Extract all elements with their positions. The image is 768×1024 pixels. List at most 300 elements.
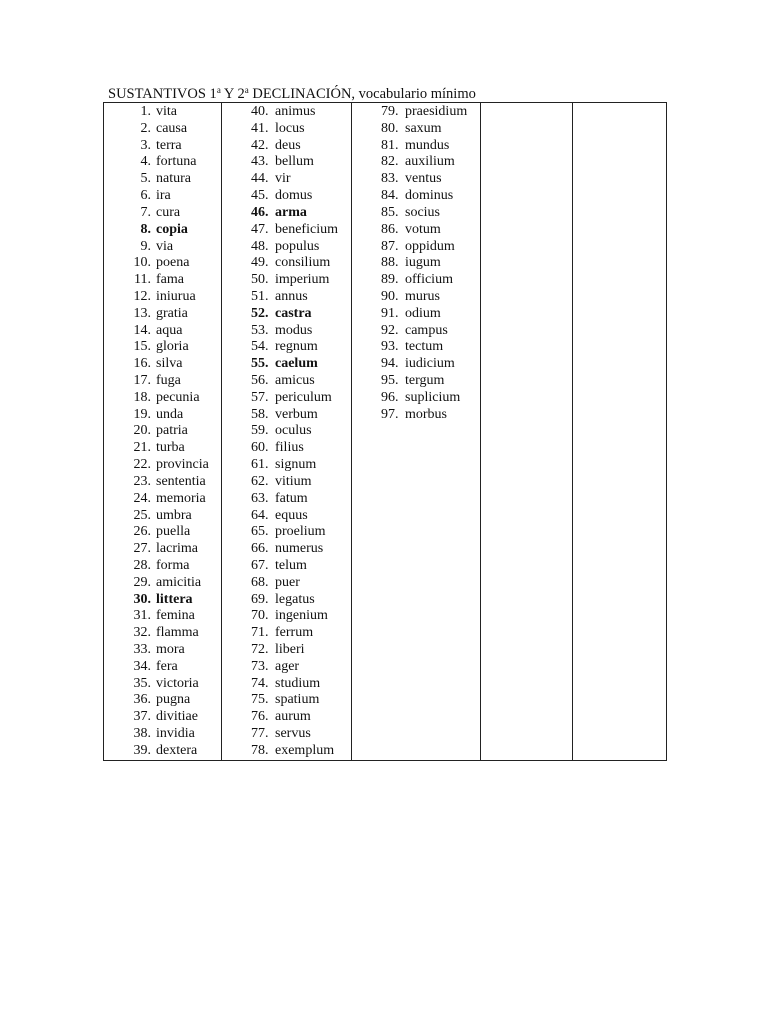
- list-item: [104, 222, 221, 239]
- item-word: socius: [405, 204, 440, 220]
- list-item: [222, 154, 351, 171]
- item-number: 33.: [133, 642, 151, 657]
- item-word: verbum: [275, 406, 318, 422]
- item-number: 35.: [133, 675, 151, 691]
- page-title: [108, 85, 476, 103]
- item-word: divitiae: [156, 709, 198, 725]
- item-word: vita: [156, 104, 177, 119]
- list-item: [222, 356, 351, 373]
- item-number: 28.: [133, 557, 151, 573]
- item-number: 52.: [251, 305, 269, 321]
- item-number: 90.: [381, 288, 399, 304]
- list-item: [104, 541, 221, 558]
- item-number: 34.: [133, 658, 151, 674]
- list-item: [222, 222, 351, 239]
- item-number: 5.: [140, 171, 151, 187]
- item-word: ferrum: [275, 625, 314, 641]
- item-number: 80.: [381, 120, 399, 136]
- item-word: filius: [275, 440, 304, 456]
- list-item: [104, 323, 221, 340]
- list-item: [104, 575, 221, 592]
- item-number: 88.: [381, 255, 399, 271]
- item-number: 64.: [251, 507, 269, 523]
- list-item: [222, 491, 351, 508]
- list-item: [222, 239, 351, 256]
- item-word: studium: [275, 675, 321, 691]
- item-number: 84.: [381, 188, 399, 204]
- item-word: natura: [156, 171, 191, 187]
- item-word: femina: [156, 608, 195, 624]
- item-word: liberi: [275, 642, 305, 657]
- list-item: [222, 306, 351, 323]
- list-item: [352, 205, 480, 222]
- word-list-column-3: [352, 103, 480, 423]
- word-list-column-2: [222, 103, 351, 760]
- item-number: 55.: [251, 356, 269, 372]
- item-number: 58.: [251, 406, 269, 422]
- item-word: oculus: [275, 423, 312, 439]
- item-number: 79.: [381, 104, 399, 119]
- list-item: [104, 440, 221, 457]
- item-word: telum: [275, 557, 307, 573]
- list-item: [352, 390, 480, 407]
- list-item: [222, 743, 351, 760]
- list-item: [222, 524, 351, 541]
- item-word: unda: [156, 406, 184, 422]
- list-item: [104, 676, 221, 693]
- item-word: spatium: [275, 692, 320, 708]
- item-number: 20.: [133, 423, 151, 439]
- item-word: equus: [275, 507, 308, 523]
- item-word: ager: [275, 658, 300, 674]
- item-word: exemplum: [275, 742, 335, 758]
- item-number: 60.: [251, 440, 269, 456]
- list-item: [104, 239, 221, 256]
- list-item: [222, 659, 351, 676]
- item-word: vitium: [275, 473, 312, 489]
- list-item: [352, 407, 480, 424]
- item-number: 38.: [133, 726, 151, 742]
- item-word: cura: [156, 204, 181, 220]
- list-item: [104, 709, 221, 726]
- list-item: [222, 323, 351, 340]
- list-item: [222, 423, 351, 440]
- item-word: dextera: [156, 742, 198, 758]
- list-item: [104, 121, 221, 138]
- item-number: 75.: [251, 692, 269, 708]
- list-item: [352, 222, 480, 239]
- list-item: [222, 138, 351, 155]
- list-item: [104, 339, 221, 356]
- list-item: [104, 138, 221, 155]
- item-number: 12.: [133, 288, 151, 304]
- item-number: 17.: [133, 373, 151, 388]
- item-word: patria: [156, 423, 188, 439]
- item-word: memoria: [156, 490, 206, 506]
- list-item: [352, 373, 480, 390]
- empty-column-4-cell: [481, 103, 573, 761]
- list-item: [104, 659, 221, 676]
- item-number: 22.: [133, 457, 151, 473]
- list-item: [222, 289, 351, 306]
- item-word: deus: [275, 137, 301, 153]
- list-item: [104, 491, 221, 508]
- item-number: 70.: [251, 608, 269, 624]
- item-word: caelum: [275, 356, 318, 372]
- item-word: fama: [156, 272, 184, 288]
- column-2-cell: [222, 103, 352, 761]
- item-number: 50.: [251, 272, 269, 288]
- list-item: [104, 726, 221, 743]
- table-row: [104, 103, 667, 761]
- item-word: invidia: [156, 726, 195, 742]
- item-number: 94.: [381, 356, 399, 372]
- item-number: 59.: [251, 423, 269, 439]
- list-item: [104, 205, 221, 222]
- list-item: [222, 205, 351, 222]
- list-item: [222, 407, 351, 424]
- item-number: 63.: [251, 490, 269, 506]
- list-item: [104, 390, 221, 407]
- item-word: iudicium: [405, 356, 455, 372]
- list-item: [352, 188, 480, 205]
- item-word: saxum: [405, 120, 442, 136]
- list-item: [222, 575, 351, 592]
- item-number: 31.: [133, 608, 151, 624]
- list-item: [352, 272, 480, 289]
- item-word: castra: [275, 305, 312, 321]
- list-item: [104, 306, 221, 323]
- item-word: annus: [275, 288, 308, 304]
- item-word: campus: [405, 322, 448, 338]
- item-word: umbra: [156, 507, 192, 523]
- item-number: 91.: [381, 305, 399, 321]
- item-word: via: [156, 238, 174, 254]
- item-number: 69.: [251, 591, 269, 607]
- item-word: aurum: [275, 709, 311, 725]
- list-item: [104, 524, 221, 541]
- item-word: iugum: [405, 255, 441, 271]
- item-word: victoria: [156, 675, 199, 691]
- list-item: [104, 171, 221, 188]
- item-number: 16.: [133, 356, 151, 372]
- list-item: [104, 407, 221, 424]
- item-number: 71.: [251, 625, 269, 641]
- item-number: 48.: [251, 238, 269, 254]
- item-number: 42.: [251, 137, 269, 153]
- item-word: locus: [275, 120, 305, 136]
- item-number: 49.: [251, 255, 269, 271]
- list-item: [222, 171, 351, 188]
- item-number: 3.: [140, 137, 151, 153]
- item-word: fortuna: [156, 154, 197, 170]
- item-word: silva: [156, 356, 183, 372]
- item-number: 40.: [251, 104, 269, 119]
- item-word: iniurua: [156, 288, 196, 304]
- item-number: 68.: [251, 574, 269, 590]
- item-word: tergum: [405, 373, 445, 388]
- item-number: 25.: [133, 507, 151, 523]
- item-number: 51.: [251, 288, 269, 304]
- item-word: odium: [405, 305, 441, 321]
- list-item: [222, 642, 351, 659]
- list-item: [352, 138, 480, 155]
- list-item: [352, 306, 480, 323]
- list-item: [352, 339, 480, 356]
- item-word: gloria: [156, 339, 189, 355]
- item-number: 37.: [133, 709, 151, 725]
- item-word: mundus: [405, 137, 450, 153]
- item-number: 39.: [133, 742, 151, 758]
- item-word: tectum: [405, 339, 444, 355]
- item-word: officium: [405, 272, 453, 288]
- list-item: [222, 558, 351, 575]
- list-item: [222, 709, 351, 726]
- item-number: 74.: [251, 675, 269, 691]
- list-item: [104, 289, 221, 306]
- list-item: [104, 558, 221, 575]
- item-word: gratia: [156, 305, 188, 321]
- list-item: [352, 171, 480, 188]
- item-number: 30.: [133, 591, 151, 607]
- item-word: oppidum: [405, 238, 455, 254]
- list-item: [104, 508, 221, 525]
- item-number: 67.: [251, 557, 269, 573]
- item-word: puella: [156, 524, 191, 540]
- list-item: [104, 642, 221, 659]
- empty-column-5-cell: [573, 103, 667, 761]
- list-item: [104, 608, 221, 625]
- item-word: flamma: [156, 625, 199, 641]
- list-item: [352, 255, 480, 272]
- item-word: aqua: [156, 322, 183, 338]
- item-word: consilium: [275, 255, 331, 271]
- item-number: 6.: [140, 188, 151, 204]
- item-word: causa: [156, 120, 188, 136]
- list-item: [104, 423, 221, 440]
- item-number: 23.: [133, 473, 151, 489]
- list-item: [104, 272, 221, 289]
- item-number: 77.: [251, 726, 269, 742]
- list-item: [222, 608, 351, 625]
- list-item: [104, 692, 221, 709]
- item-number: 65.: [251, 524, 269, 540]
- list-item: [352, 356, 480, 373]
- item-number: 86.: [381, 221, 399, 237]
- title-superscript: a: [216, 85, 221, 95]
- item-word: legatus: [275, 591, 315, 607]
- list-item: [222, 676, 351, 693]
- item-word: copia: [156, 221, 188, 237]
- list-item: [104, 154, 221, 171]
- item-number: 72.: [251, 642, 269, 657]
- item-number: 1.: [140, 104, 151, 119]
- item-number: 47.: [251, 221, 269, 237]
- item-word: dominus: [405, 188, 454, 204]
- item-word: pugna: [156, 692, 191, 708]
- item-number: 96.: [381, 389, 399, 405]
- item-word: suplicium: [405, 389, 461, 405]
- item-word: votum: [405, 221, 441, 237]
- item-number: 2.: [140, 120, 151, 136]
- list-item: [352, 104, 480, 121]
- item-word: fera: [156, 658, 178, 674]
- item-word: signum: [275, 457, 317, 473]
- item-number: 14.: [133, 322, 151, 338]
- list-item: [104, 373, 221, 390]
- item-number: 97.: [381, 406, 399, 422]
- item-number: 78.: [251, 742, 269, 758]
- item-word: ingenium: [275, 608, 328, 624]
- list-item: [352, 239, 480, 256]
- list-item: [104, 592, 221, 609]
- list-item: [352, 289, 480, 306]
- list-item: [104, 356, 221, 373]
- item-word: murus: [405, 288, 440, 304]
- list-item: [222, 726, 351, 743]
- list-item: [104, 743, 221, 760]
- column-1-cell: [104, 103, 222, 761]
- item-word: fuga: [156, 373, 181, 388]
- item-word: provincia: [156, 457, 209, 473]
- vocabulary-table: [103, 102, 667, 761]
- item-word: numerus: [275, 541, 324, 557]
- list-item: [104, 255, 221, 272]
- item-number: 27.: [133, 541, 151, 557]
- word-list-column-1: [104, 103, 221, 760]
- list-item: [222, 121, 351, 138]
- item-word: forma: [156, 557, 190, 573]
- item-number: 13.: [133, 305, 151, 321]
- item-number: 7.: [140, 204, 151, 220]
- item-number: 82.: [381, 154, 399, 170]
- item-word: amicitia: [156, 574, 202, 590]
- list-item: [222, 255, 351, 272]
- item-word: vir: [275, 171, 291, 187]
- item-number: 36.: [133, 692, 151, 708]
- item-number: 57.: [251, 389, 269, 405]
- item-word: ventus: [405, 171, 442, 187]
- item-word: regnum: [275, 339, 318, 355]
- list-item: [222, 541, 351, 558]
- item-number: 73.: [251, 658, 269, 674]
- item-number: 61.: [251, 457, 269, 473]
- item-number: 83.: [381, 171, 399, 187]
- item-number: 8.: [140, 221, 151, 237]
- item-number: 26.: [133, 524, 151, 540]
- list-item: [222, 592, 351, 609]
- title-text-part: SUSTANTIVOS 1: [108, 86, 217, 102]
- item-number: 24.: [133, 490, 151, 506]
- item-number: 29.: [133, 574, 151, 590]
- item-word: modus: [275, 322, 313, 338]
- item-number: 4.: [140, 154, 151, 170]
- list-item: [104, 625, 221, 642]
- list-item: [222, 390, 351, 407]
- item-number: 15.: [133, 339, 151, 355]
- item-number: 21.: [133, 440, 151, 456]
- item-word: poena: [156, 255, 190, 271]
- item-number: 46.: [251, 204, 269, 220]
- item-word: amicus: [275, 373, 315, 388]
- list-item: [222, 104, 351, 121]
- item-number: 41.: [251, 120, 269, 136]
- item-word: morbus: [405, 406, 447, 422]
- item-word: sententia: [156, 473, 206, 489]
- item-word: beneficium: [275, 221, 338, 237]
- item-word: ira: [156, 188, 171, 204]
- item-word: servus: [275, 726, 311, 742]
- list-item: [352, 323, 480, 340]
- item-number: 11.: [134, 272, 151, 288]
- list-item: [222, 272, 351, 289]
- item-word: periculum: [275, 389, 332, 405]
- list-item: [222, 692, 351, 709]
- title-text-part: Y 2: [220, 86, 245, 102]
- item-number: 66.: [251, 541, 269, 557]
- item-word: populus: [275, 238, 320, 254]
- column-3-cell: [352, 103, 481, 761]
- list-item: [104, 474, 221, 491]
- item-number: 81.: [381, 137, 399, 153]
- item-word: fatum: [275, 490, 308, 506]
- list-item: [222, 373, 351, 390]
- list-item: [222, 625, 351, 642]
- list-item: [222, 508, 351, 525]
- list-item: [222, 474, 351, 491]
- item-word: arma: [275, 204, 307, 220]
- list-item: [104, 188, 221, 205]
- item-word: praesidium: [405, 104, 468, 119]
- list-item: [352, 154, 480, 171]
- list-item: [222, 440, 351, 457]
- item-number: 44.: [251, 171, 269, 187]
- item-word: imperium: [275, 272, 330, 288]
- item-number: 45.: [251, 188, 269, 204]
- list-item: [104, 104, 221, 121]
- item-number: 19.: [133, 406, 151, 422]
- item-word: auxilium: [405, 154, 455, 170]
- item-number: 10.: [133, 255, 151, 271]
- item-word: pecunia: [156, 389, 200, 405]
- item-number: 43.: [251, 154, 269, 170]
- title-superscript: a: [244, 85, 249, 95]
- item-word: mora: [156, 642, 185, 657]
- item-number: 93.: [381, 339, 399, 355]
- item-number: 95.: [381, 373, 399, 388]
- item-number: 9.: [140, 238, 151, 254]
- item-number: 85.: [381, 204, 399, 220]
- item-word: littera: [156, 591, 193, 607]
- item-number: 18.: [133, 389, 151, 405]
- item-number: 56.: [251, 373, 269, 388]
- item-number: 53.: [251, 322, 269, 338]
- item-word: lacrima: [156, 541, 198, 557]
- item-number: 87.: [381, 238, 399, 254]
- list-item: [352, 121, 480, 138]
- item-word: bellum: [275, 154, 314, 170]
- list-item: [222, 457, 351, 474]
- item-word: animus: [275, 104, 316, 119]
- item-number: 92.: [381, 322, 399, 338]
- list-item: [222, 188, 351, 205]
- item-word: turba: [156, 440, 185, 456]
- item-number: 54.: [251, 339, 269, 355]
- list-item: [222, 339, 351, 356]
- item-word: puer: [275, 574, 300, 590]
- item-word: proelium: [275, 524, 326, 540]
- title-text-part: DECLINACIÓN, vocabulario mínimo: [248, 86, 476, 102]
